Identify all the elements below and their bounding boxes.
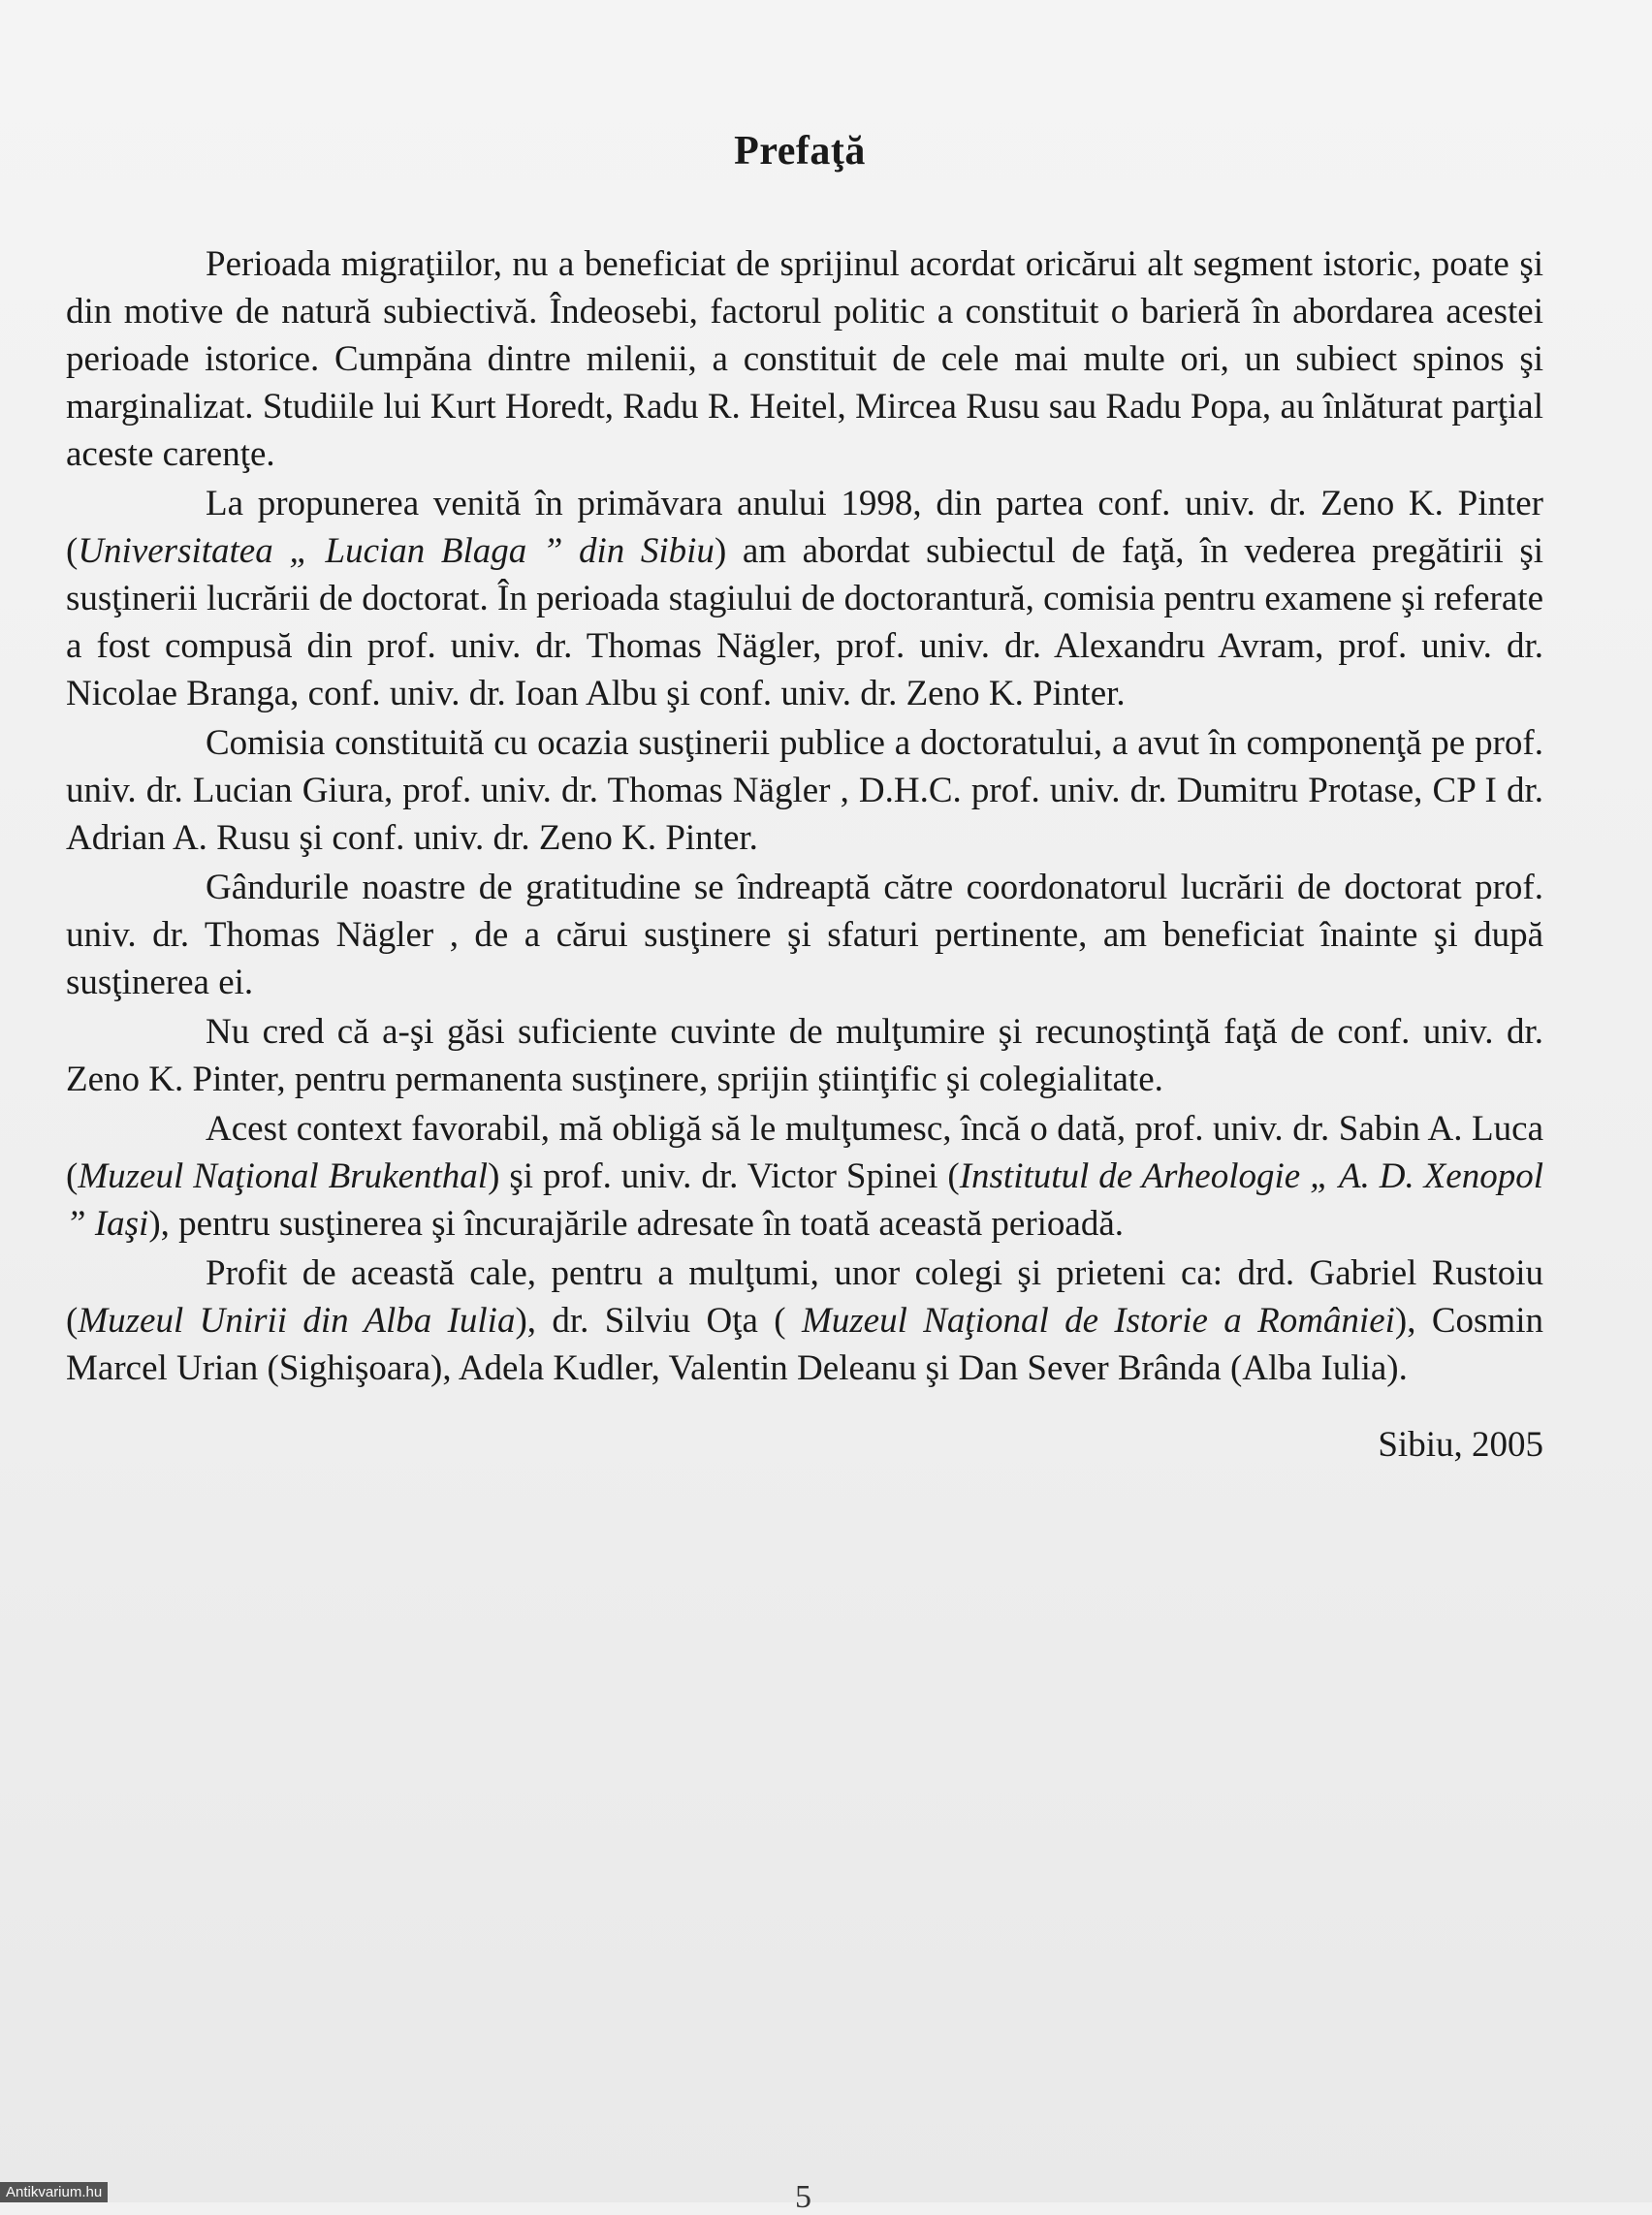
paragraph-list — [66, 240, 1543, 1392]
paragraph — [66, 719, 1543, 862]
text-run: La propunerea venită în primăvara anului 1998, din partea conf. univ. dr. Zeno K. Pinter ( — [66, 484, 1543, 571]
paragraph — [66, 1250, 1543, 1392]
page-title: Prefaţă — [734, 129, 866, 174]
text-run: ), Cosmin Marcel Urian (Sighişoara), Adela Kudler, Valentin Deleanu şi Dan Sever Brânda (Alba Iulia). — [66, 1301, 1543, 1388]
text-run: ), pentru susţinerea şi încurajările adresate în toată această perioadă. — [148, 1204, 1125, 1244]
italic-citation: Muzeul Naţional de Istorie a României — [801, 1301, 1395, 1341]
italic-citation: Institutul de Arheologie „ A. D. Xenopol ” Iaşi — [66, 1156, 1543, 1244]
text-run: ), dr. Silviu Oţa ( — [515, 1301, 802, 1341]
place-date-signoff: Sibiu, 2005 — [1378, 1425, 1543, 1465]
text-run: ) şi prof. univ. dr. Victor Spinei ( — [488, 1156, 960, 1196]
text-run: Nu cred că a-şi găsi suficiente cuvinte de mulţumire şi recunoştinţă faţă de conf. univ. dr. Zeno K. Pinter, pentru permanenta susţinere, sprijin ştiinţific şi colegialitate. — [66, 1012, 1543, 1099]
text-run: Profit de această cale, pentru a mulţumi, unor colegi şi prieteni ca: drd. Gabriel Rustoiu ( — [66, 1253, 1543, 1341]
paragraph — [66, 240, 1543, 478]
italic-citation: Muzeul Unirii din Alba Iulia — [78, 1301, 516, 1341]
paragraph — [66, 864, 1543, 1006]
watermark-label: Antikvarium.hu — [0, 2182, 108, 2202]
page-number: 5 — [795, 2179, 811, 2215]
text-run: Gândurile noastre de gratitudine se îndreaptă către coordonatorul lucrării de doctorat prof. univ. dr. Thomas Nägler , de a cărui susţinere şi sfaturi pertinente, am beneficiat înainte şi după susţinerea ei. — [66, 868, 1543, 1002]
paragraph — [66, 480, 1543, 717]
text-run: Acest context favorabil, mă obligă să le mulţumesc, încă o dată, prof. univ. dr. Sabin A. Luca ( — [66, 1109, 1543, 1196]
text-run: ) am abordat subiectul de faţă, în vederea pregătirii şi susţinerii lucrării de doctorat. În perioada stagiului de doctorantură, comisia pentru examene şi referate a fost compusă din prof. univ. dr. Thomas Nägler, prof. univ. dr. Alexandru Avram, prof. univ. dr. Nicolae Branga, conf. univ. dr. Ioan Albu şi conf. univ. dr. Zeno K. Pinter. — [66, 531, 1543, 713]
italic-citation: Universitatea „ Lucian Blaga ” din Sibiu — [78, 531, 715, 571]
text-run: Comisia constituită cu ocazia susţinerii publice a doctoratului, a avut în componenţă pe prof. univ. dr. Lucian Giura, prof. univ. dr. Thomas Nägler , D.H.C. prof. univ. dr. Dumitru Protase, CP I dr. Adrian A. Rusu şi conf. univ. dr. Zeno K. Pinter. — [66, 723, 1543, 858]
italic-citation: Muzeul Naţional Brukenthal — [78, 1156, 489, 1196]
text-run: Perioada migraţiilor, nu a beneficiat de sprijinul acordat oricărui alt segment istoric, poate şi din motive de natură subiectivă. Îndeosebi, factorul politic a constituit o barieră în abordarea acestei perioade istorice. Cumpăna dintre milenii, a constituit de cele mai multe ori, un subiect spinos şi marginalizat. Studiile lui Kurt Horedt, Radu R. Heitel, Mircea Rusu sau Radu Popa, au înlăturat parţial aceste carenţe. — [66, 244, 1543, 474]
preface-body — [66, 240, 1543, 1469]
paragraph — [66, 1008, 1543, 1103]
paragraph — [66, 1105, 1543, 1248]
